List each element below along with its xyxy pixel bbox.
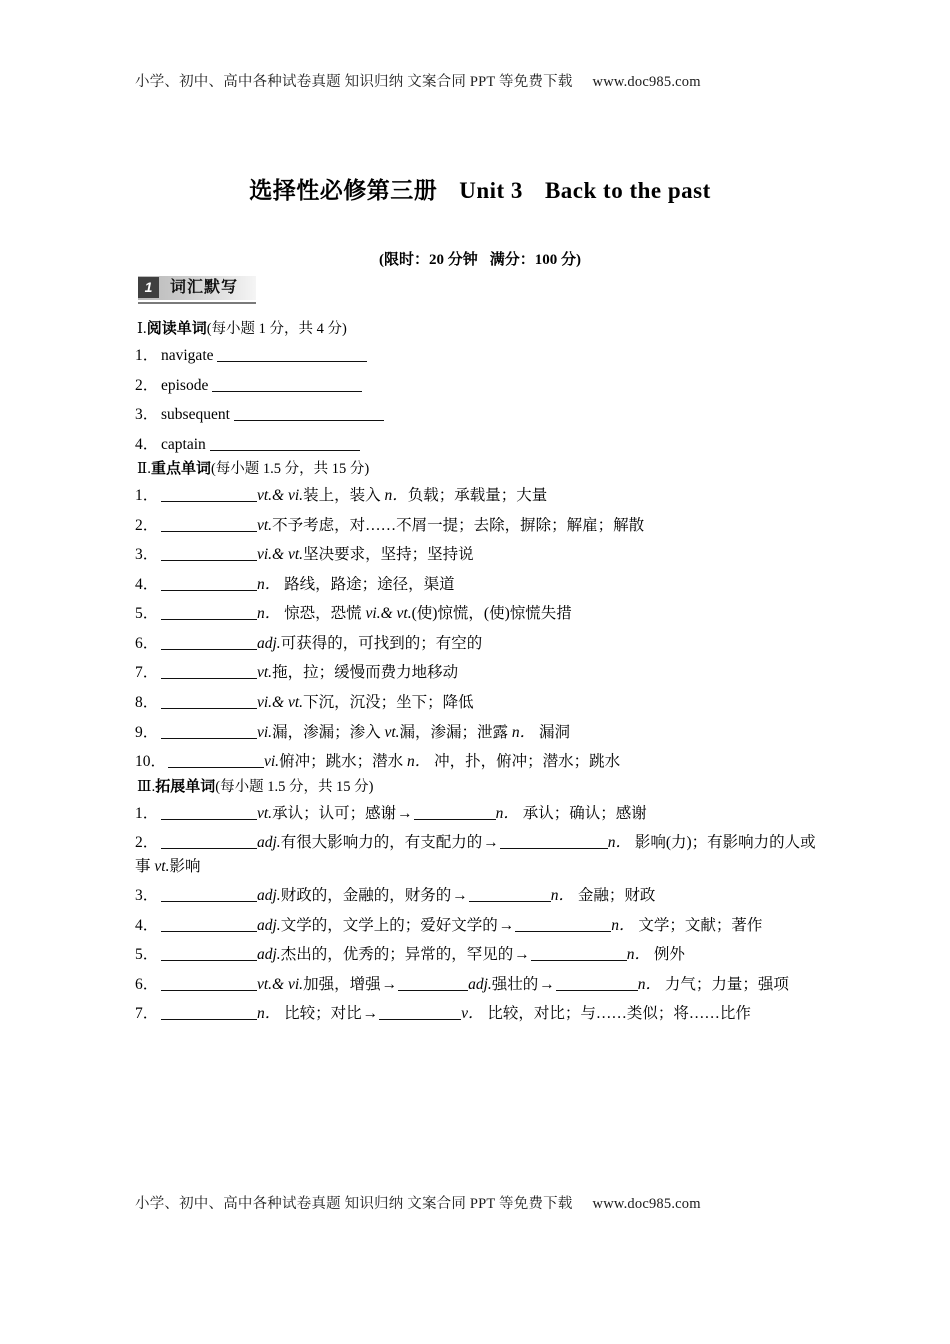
part-of-speech: vi.& vt.: [257, 546, 304, 564]
item-number: 10．: [135, 753, 167, 771]
running-header: [135, 70, 825, 91]
running-footer-text: 小学、初中、高中各种试卷真题 知识归纳 文案合同 PPT 等免费下载: [135, 1196, 573, 1212]
list-item: [135, 543, 825, 567]
part-of-speech: vt.: [384, 723, 400, 741]
definition: 漏，渗漏；渗入: [272, 723, 381, 741]
item-word: subsequent: [161, 406, 230, 424]
list-item: [135, 802, 825, 826]
definition: 坚决要求，坚持；坚持说: [303, 546, 474, 564]
full-score: 满分：100 分): [489, 252, 581, 268]
item-number: 5．: [135, 946, 159, 964]
section-name: 重点单词: [150, 461, 211, 478]
section-roman: Ⅰ.: [137, 321, 147, 337]
definition: 影响(力)；有影响力的人或事: [135, 834, 816, 875]
banner-number-badge: 1: [138, 277, 159, 298]
list-item: [135, 661, 825, 685]
section-scoring: (每小题 1.5 分，共 15 分): [210, 461, 370, 478]
part-of-speech: n．: [626, 946, 650, 964]
part-of-speech: vt.: [257, 664, 273, 682]
list-item: [135, 831, 825, 878]
definition: 承认；确认；感谢: [518, 804, 647, 822]
part-of-speech: n．: [384, 487, 408, 505]
part-of-speech: adj.: [468, 975, 492, 993]
list-item: [135, 750, 825, 774]
list-item: [135, 403, 825, 427]
page-title: [135, 172, 825, 205]
item-number: 3．: [135, 546, 159, 564]
part-of-speech: vt.: [257, 516, 273, 534]
definition: 下沉，沉没；坐下；降低: [303, 694, 474, 712]
answer-blank[interactable]: [161, 515, 257, 532]
section-scoring: (每小题 1 分，共 4 分): [206, 321, 347, 337]
answer-blank[interactable]: [161, 545, 257, 562]
item-number: 2．: [135, 376, 159, 394]
definition: 财政的，金融的，财务的: [280, 887, 452, 905]
item-number: 6．: [135, 975, 159, 993]
list-item: [135, 884, 825, 908]
item-number: 5．: [135, 605, 159, 623]
answer-blank[interactable]: [379, 1004, 461, 1021]
list-item: [135, 691, 825, 715]
part-of-speech: vi.: [264, 753, 280, 771]
arrow-icon: →: [483, 834, 499, 852]
answer-blank[interactable]: [398, 974, 468, 991]
answer-blank[interactable]: [161, 803, 257, 820]
item-number: 8．: [135, 694, 159, 712]
running-header-text: 小学、初中、高中各种试卷真题 知识归纳 文案合同 PPT 等免费下载: [135, 74, 573, 90]
answer-blank[interactable]: [210, 434, 360, 451]
definition: 冲，扑，俯冲；潜水；跳水: [430, 753, 621, 771]
arrow-icon: →: [397, 804, 413, 822]
part-of-speech: vt.: [154, 857, 170, 875]
part-of-speech: adj.: [257, 834, 281, 852]
answer-blank[interactable]: [161, 633, 257, 650]
part-of-speech: n．: [607, 834, 631, 852]
time-limit: (限时：20 分钟: [379, 252, 478, 268]
section-roman: Ⅱ.: [137, 461, 151, 478]
definition: 金融；财政: [573, 887, 656, 905]
answer-blank[interactable]: [161, 693, 257, 710]
answer-blank[interactable]: [212, 375, 362, 392]
answer-blank[interactable]: [234, 405, 384, 422]
answer-blank[interactable]: [161, 974, 257, 991]
list-item: [135, 344, 825, 368]
list-item: [135, 484, 825, 508]
definition: 杰出的，优秀的；异常的，罕见的: [280, 946, 514, 964]
definition: 力气；力量；强项: [661, 975, 789, 993]
item-number: 2．: [135, 516, 159, 534]
answer-blank[interactable]: [161, 574, 257, 591]
definition: 承认；认可；感谢: [272, 804, 397, 822]
list-item: [135, 632, 825, 656]
part-of-speech: vi.: [257, 723, 273, 741]
definition: 拖，拉；缓慢而费力地移动: [272, 664, 459, 682]
part-of-speech: n．: [495, 804, 519, 822]
part-of-speech: n．: [257, 1005, 281, 1023]
list-item: [135, 602, 825, 626]
item-number: 6．: [135, 634, 159, 652]
item-number: 2．: [135, 834, 159, 852]
definition: 文学；文献；著作: [634, 916, 763, 934]
banner-underline: [138, 302, 256, 304]
section-heading: [137, 462, 825, 477]
answer-blank[interactable]: [414, 803, 496, 820]
answer-blank[interactable]: [161, 604, 257, 621]
part-of-speech: vt.& vi.: [257, 975, 304, 993]
item-number: 1．: [135, 804, 159, 822]
arrow-icon: →: [514, 946, 530, 964]
answer-blank[interactable]: [469, 886, 551, 903]
section-name: 拓展单词: [155, 778, 216, 795]
item-word: episode: [161, 376, 209, 394]
list-item: [135, 943, 825, 967]
part-of-speech: n．: [511, 723, 536, 741]
title-unit: Unit 3: [459, 178, 523, 203]
list-item: [135, 973, 825, 997]
list-item: [135, 433, 825, 457]
part-of-speech: vt.: [257, 804, 273, 822]
section-key-words: [135, 462, 825, 773]
definition: 有很大影响力的，有支配力的: [280, 834, 483, 852]
arrow-icon: →: [381, 975, 398, 993]
definition: 漏洞: [535, 723, 571, 741]
section-reading-words: [135, 322, 825, 456]
answer-blank[interactable]: [556, 974, 638, 991]
part-of-speech: vt.& vi.: [257, 487, 304, 505]
list-item: [135, 914, 825, 938]
item-number: 4．: [135, 435, 159, 453]
answer-blank[interactable]: [161, 1004, 257, 1021]
part-of-speech: adj.: [257, 887, 281, 905]
arrow-icon: →: [362, 1005, 379, 1023]
title-book: 选择性必修第三册: [249, 178, 438, 203]
definition: 文学的，文学上的；爱好文学的: [280, 916, 498, 934]
item-number: 9．: [135, 723, 159, 741]
answer-blank[interactable]: [161, 486, 257, 503]
running-footer: [135, 1192, 825, 1213]
item-number: 4．: [135, 575, 159, 593]
list-item: [135, 1002, 825, 1026]
exercise-content: [135, 322, 825, 1032]
part-of-speech: vi.& vt.: [365, 605, 412, 623]
item-number: 3．: [135, 887, 159, 905]
definition: 加强，增强: [303, 975, 381, 993]
item-number: 3．: [135, 406, 159, 424]
section-banner: [138, 276, 828, 306]
part-of-speech: adj.: [257, 634, 281, 652]
part-of-speech: adj.: [257, 916, 281, 934]
section-heading: [137, 322, 825, 337]
item-word: captain: [161, 435, 206, 453]
definition: 负载；承载量；大量: [407, 487, 548, 505]
answer-blank[interactable]: [161, 915, 257, 932]
item-number: 7．: [135, 1005, 159, 1023]
arrow-icon: →: [539, 975, 555, 993]
list-item: [135, 573, 825, 597]
banner-label: 词汇默写: [170, 279, 239, 296]
list-item: [135, 514, 825, 538]
time-and-score-line: [135, 248, 825, 269]
answer-blank[interactable]: [515, 915, 611, 932]
item-number: 7．: [135, 664, 159, 682]
section-scoring: (每小题 1.5 分，共 15 分): [215, 778, 374, 795]
item-number: 4．: [135, 916, 159, 934]
list-item: [135, 721, 825, 745]
definition: 装上，装入: [303, 487, 381, 505]
arrow-icon: →: [498, 916, 515, 934]
item-number: 1．: [135, 487, 159, 505]
answer-blank[interactable]: [500, 833, 608, 850]
section-extension-words: [135, 780, 825, 1026]
section-roman: Ⅲ.: [137, 778, 156, 795]
part-of-speech: n．: [406, 753, 431, 771]
answer-blank[interactable]: [161, 663, 257, 680]
answer-blank[interactable]: [161, 886, 257, 903]
answer-blank[interactable]: [217, 346, 367, 363]
part-of-speech: n．: [257, 605, 281, 623]
section-heading: [137, 780, 825, 795]
running-footer-site: www.doc985.com: [592, 1196, 701, 1212]
part-of-speech: vi.& vt.: [257, 694, 304, 712]
definition: 比较；对比: [280, 1005, 362, 1023]
definition: 不予考虑，对……不屑一提；去除，摒除；解雇；解散: [272, 516, 645, 534]
part-of-speech: adj.: [257, 946, 281, 964]
definition: 影响: [169, 857, 201, 875]
part-of-speech: n．: [637, 975, 662, 993]
part-of-speech: n．: [257, 575, 281, 593]
part-of-speech: v．: [461, 1005, 484, 1023]
definition: 惊恐，恐慌: [280, 605, 362, 623]
title-unit-name: Back to the past: [544, 178, 711, 203]
item-number: 1．: [135, 347, 159, 364]
definition: 强壮的: [491, 975, 539, 993]
definition: 可获得的，可找到的；有空的: [280, 634, 483, 652]
item-word: navigate: [161, 347, 214, 364]
part-of-speech: n．: [550, 887, 574, 905]
list-item: [135, 374, 825, 398]
running-header-site: www.doc985.com: [592, 74, 701, 90]
answer-blank[interactable]: [161, 722, 257, 739]
definition: 俯冲；跳水；潜水: [279, 753, 404, 771]
answer-blank[interactable]: [168, 752, 264, 769]
part-of-speech: n．: [611, 916, 635, 934]
answer-blank[interactable]: [161, 833, 257, 850]
answer-blank[interactable]: [161, 945, 257, 962]
section-name: 阅读单词: [146, 321, 207, 337]
arrow-icon: →: [452, 887, 468, 905]
definition: 路线，路途；途径，渠道: [280, 575, 455, 593]
definition: 漏，渗漏；泄露: [399, 723, 509, 741]
definition: (使)惊慌，(使)惊慌失措: [411, 605, 572, 623]
answer-blank[interactable]: [531, 945, 627, 962]
definition: 例外: [649, 946, 685, 964]
definition: 比较，对比；与……类似；将……比作: [483, 1005, 751, 1023]
